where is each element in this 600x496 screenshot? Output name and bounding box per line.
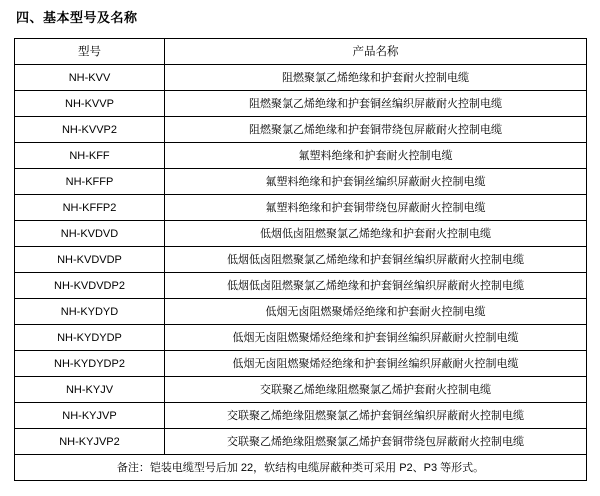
cell-name: 低烟无卤阻燃聚烯烃绝缘和护套铜丝编织屏蔽耐火控制电缆 (165, 325, 587, 351)
cell-name: 低烟无卤阻燃聚烯烃绝缘和护套耐火控制电缆 (165, 299, 587, 325)
cell-model: NH-KVDVD (15, 221, 165, 247)
cell-name: 阻燃聚氯乙烯绝缘和护套耐火控制电缆 (165, 65, 587, 91)
cell-name: 低烟低卤阻燃聚氯乙烯绝缘和护套铜丝编织屏蔽耐火控制电缆 (165, 273, 587, 299)
cell-model: NH-KYJVP2 (15, 429, 165, 455)
cell-model: NH-KFFP (15, 169, 165, 195)
cell-name: 交联聚乙烯绝缘阻燃聚氯乙烯护套铜丝编织屏蔽耐火控制电缆 (165, 403, 587, 429)
cell-model: NH-KVVP2 (15, 117, 165, 143)
table-row (15, 403, 587, 429)
cell-name: 阻燃聚氯乙烯绝缘和护套铜带绕包屏蔽耐火控制电缆 (165, 117, 587, 143)
cell-model: NH-KYDYDP (15, 325, 165, 351)
cell-name: 氟塑料绝缘和护套铜带绕包屏蔽耐火控制电缆 (165, 195, 587, 221)
table-row (15, 325, 587, 351)
cell-model: NH-KFF (15, 143, 165, 169)
cell-model: NH-KYDYD (15, 299, 165, 325)
table-row (15, 429, 587, 455)
table-row (15, 273, 587, 299)
column-header-name: 产品名称 (165, 39, 587, 65)
column-header-model: 型号 (15, 39, 165, 65)
table-row (15, 377, 587, 403)
table-row (15, 143, 587, 169)
table-row (15, 351, 587, 377)
table-row (15, 221, 587, 247)
table-row (15, 169, 587, 195)
table-header-row (15, 39, 587, 65)
table-header (15, 39, 587, 65)
cell-model: NH-KVDVDP (15, 247, 165, 273)
cell-model: NH-KFFP2 (15, 195, 165, 221)
table-row (15, 195, 587, 221)
cell-model: NH-KYJV (15, 377, 165, 403)
document-page (0, 8, 600, 496)
cell-name: 低烟低卤阻燃聚氯乙烯绝缘和护套铜丝编织屏蔽耐火控制电缆 (165, 247, 587, 273)
cell-name: 交联聚乙烯绝缘阻燃聚氯乙烯护套铜带绕包屏蔽耐火控制电缆 (165, 429, 587, 455)
cell-name: 阻燃聚氯乙烯绝缘和护套铜丝编织屏蔽耐火控制电缆 (165, 91, 587, 117)
table-row (15, 91, 587, 117)
spec-table (14, 38, 587, 481)
section-heading: 四、基本型号及名称 (16, 10, 138, 25)
cell-name: 氟塑料绝缘和护套耐火控制电缆 (165, 143, 587, 169)
spec-table-wrapper (14, 38, 586, 481)
cell-name: 低烟低卤阻燃聚氯乙烯绝缘和护套耐火控制电缆 (165, 221, 587, 247)
table-body (15, 65, 587, 481)
cell-name: 低烟无卤阻燃聚烯烃绝缘和护套铜丝编织屏蔽耐火控制电缆 (165, 351, 587, 377)
cell-name: 交联聚乙烯绝缘阻燃聚氯乙烯护套耐火控制电缆 (165, 377, 587, 403)
cell-name: 氟塑料绝缘和护套铜丝编织屏蔽耐火控制电缆 (165, 169, 587, 195)
table-row (15, 299, 587, 325)
cell-model: NH-KVVP (15, 91, 165, 117)
table-row (15, 65, 587, 91)
table-row (15, 117, 587, 143)
cell-model: NH-KVDVDP2 (15, 273, 165, 299)
cell-model: NH-KVV (15, 65, 165, 91)
cell-model: NH-KYJVP (15, 403, 165, 429)
cell-model: NH-KYDYDP2 (15, 351, 165, 377)
table-note: 备注：铠装电缆型号后加 22，软结构电缆屏蔽种类可采用 P2、P3 等形式。 (15, 455, 587, 481)
table-row (15, 247, 587, 273)
table-note-row (15, 455, 587, 481)
